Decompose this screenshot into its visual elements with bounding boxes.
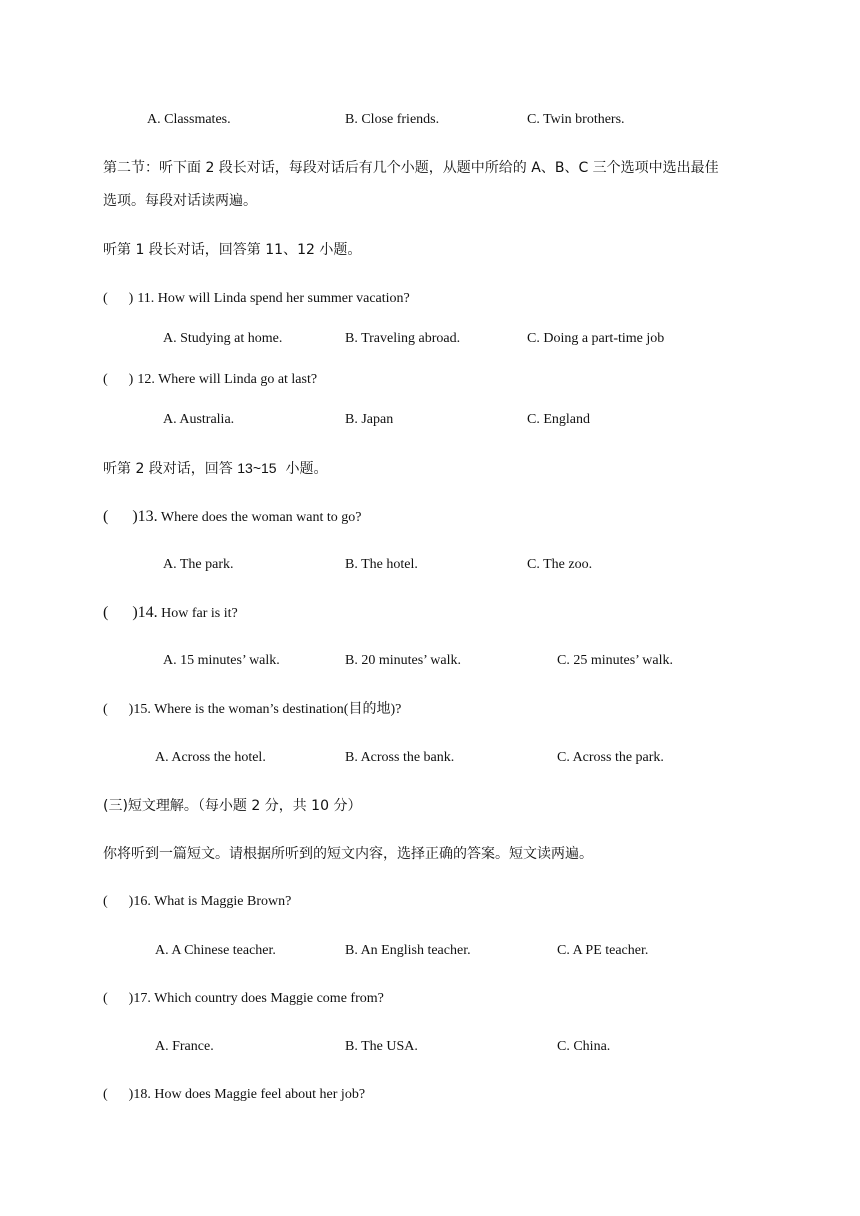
question-text: 11. How will Linda spend her summer vacation? bbox=[137, 291, 410, 306]
option-c: C. The zoo. bbox=[527, 557, 593, 572]
option-b: B. The hotel. bbox=[345, 557, 418, 572]
option-b: B. Across the bank. bbox=[345, 750, 455, 765]
question-16 bbox=[103, 893, 291, 911]
question-13 bbox=[103, 508, 362, 527]
question-15 bbox=[103, 701, 401, 719]
option-a: A. Australia. bbox=[163, 412, 235, 427]
answer-blank: ( ) bbox=[103, 372, 134, 387]
option-c: C. A PE teacher. bbox=[557, 943, 649, 958]
dialog1-intro: 听第 1 段长对话，回答第 11、12 小题。 bbox=[103, 242, 362, 258]
question-text: 16. What is Maggie Brown? bbox=[133, 894, 292, 909]
question-text: Where does the woman want to go? bbox=[157, 510, 362, 525]
answer-blank: ( ) bbox=[103, 894, 134, 909]
option-a: A. Across the hotel. bbox=[155, 750, 266, 765]
question-text: 12. Where will Linda go at last? bbox=[137, 372, 318, 387]
question-text: 18. How does Maggie feel about her job? bbox=[133, 1087, 366, 1102]
question-14 bbox=[103, 604, 238, 623]
option-c: C. Across the park. bbox=[557, 750, 664, 765]
option-a: A. 15 minutes’ walk. bbox=[163, 653, 280, 668]
option-b: B. The USA. bbox=[345, 1039, 418, 1054]
question-number: 14. bbox=[137, 604, 158, 621]
question-text: 17. Which country does Maggie come from? bbox=[133, 991, 384, 1006]
option-b: B. Traveling abroad. bbox=[345, 331, 461, 346]
dialog2-intro bbox=[103, 459, 328, 478]
answer-blank: ( ) bbox=[103, 702, 134, 717]
question-18 bbox=[103, 1086, 365, 1104]
answer-blank: ( ) bbox=[103, 1087, 134, 1102]
option-c: C. Twin brothers. bbox=[527, 112, 625, 127]
question-11 bbox=[103, 290, 410, 308]
option-b: B. Close friends. bbox=[345, 112, 440, 127]
options-row-17 bbox=[0, 1038, 860, 1056]
section3-instruction: 你将听到一篇短文。请根据所听到的短文内容，选择正确的答案。短文读两遍。 bbox=[103, 846, 593, 862]
question-12 bbox=[103, 371, 317, 389]
options-row-15 bbox=[0, 749, 860, 767]
option-b: B. An English teacher. bbox=[345, 943, 471, 958]
option-a: A. The park. bbox=[163, 557, 234, 572]
option-a: A. A Chinese teacher. bbox=[155, 943, 276, 958]
option-c: C. England bbox=[527, 412, 590, 427]
section2-heading-cont: 选项。每段对话读两遍。 bbox=[103, 193, 257, 209]
answer-blank: ( ) bbox=[103, 508, 138, 525]
options-row-10 bbox=[0, 111, 860, 129]
question-number: 13. bbox=[137, 508, 158, 525]
option-c: C. China. bbox=[557, 1039, 611, 1054]
option-b: B. Japan bbox=[345, 412, 394, 427]
intro-text-end: 小题。 bbox=[276, 461, 328, 477]
option-c: C. Doing a part-time job bbox=[527, 331, 665, 346]
option-a: A. Studying at home. bbox=[163, 331, 283, 346]
section3-heading: (三)短文理解。（每小题 2 分，共 10 分） bbox=[103, 798, 362, 814]
options-row-12 bbox=[0, 411, 860, 429]
question-17 bbox=[103, 990, 384, 1008]
section2-heading: 第二节：听下面 2 段长对话，每段对话后有几个小题，从题中所给的 A、B、C 三个选项中选出最佳 bbox=[103, 160, 719, 176]
option-c: C. 25 minutes’ walk. bbox=[557, 653, 674, 668]
options-row-16 bbox=[0, 942, 860, 960]
question-text: How far is it? bbox=[157, 606, 238, 621]
option-a: A. Classmates. bbox=[147, 112, 231, 127]
options-row-11 bbox=[0, 330, 860, 348]
answer-blank: ( ) bbox=[103, 991, 134, 1006]
intro-text: 听第 2 段对话，回答 bbox=[103, 461, 238, 477]
answer-blank: ( ) bbox=[103, 604, 138, 621]
question-text: 15. Where is the woman’s destination(目的地)? bbox=[133, 702, 402, 717]
option-a: A. France. bbox=[155, 1039, 214, 1054]
option-b: B. 20 minutes’ walk. bbox=[345, 653, 462, 668]
answer-blank: ( ) bbox=[103, 291, 134, 306]
options-row-14 bbox=[0, 652, 860, 670]
options-row-13 bbox=[0, 556, 860, 574]
intro-range: 13~15 bbox=[237, 460, 277, 476]
